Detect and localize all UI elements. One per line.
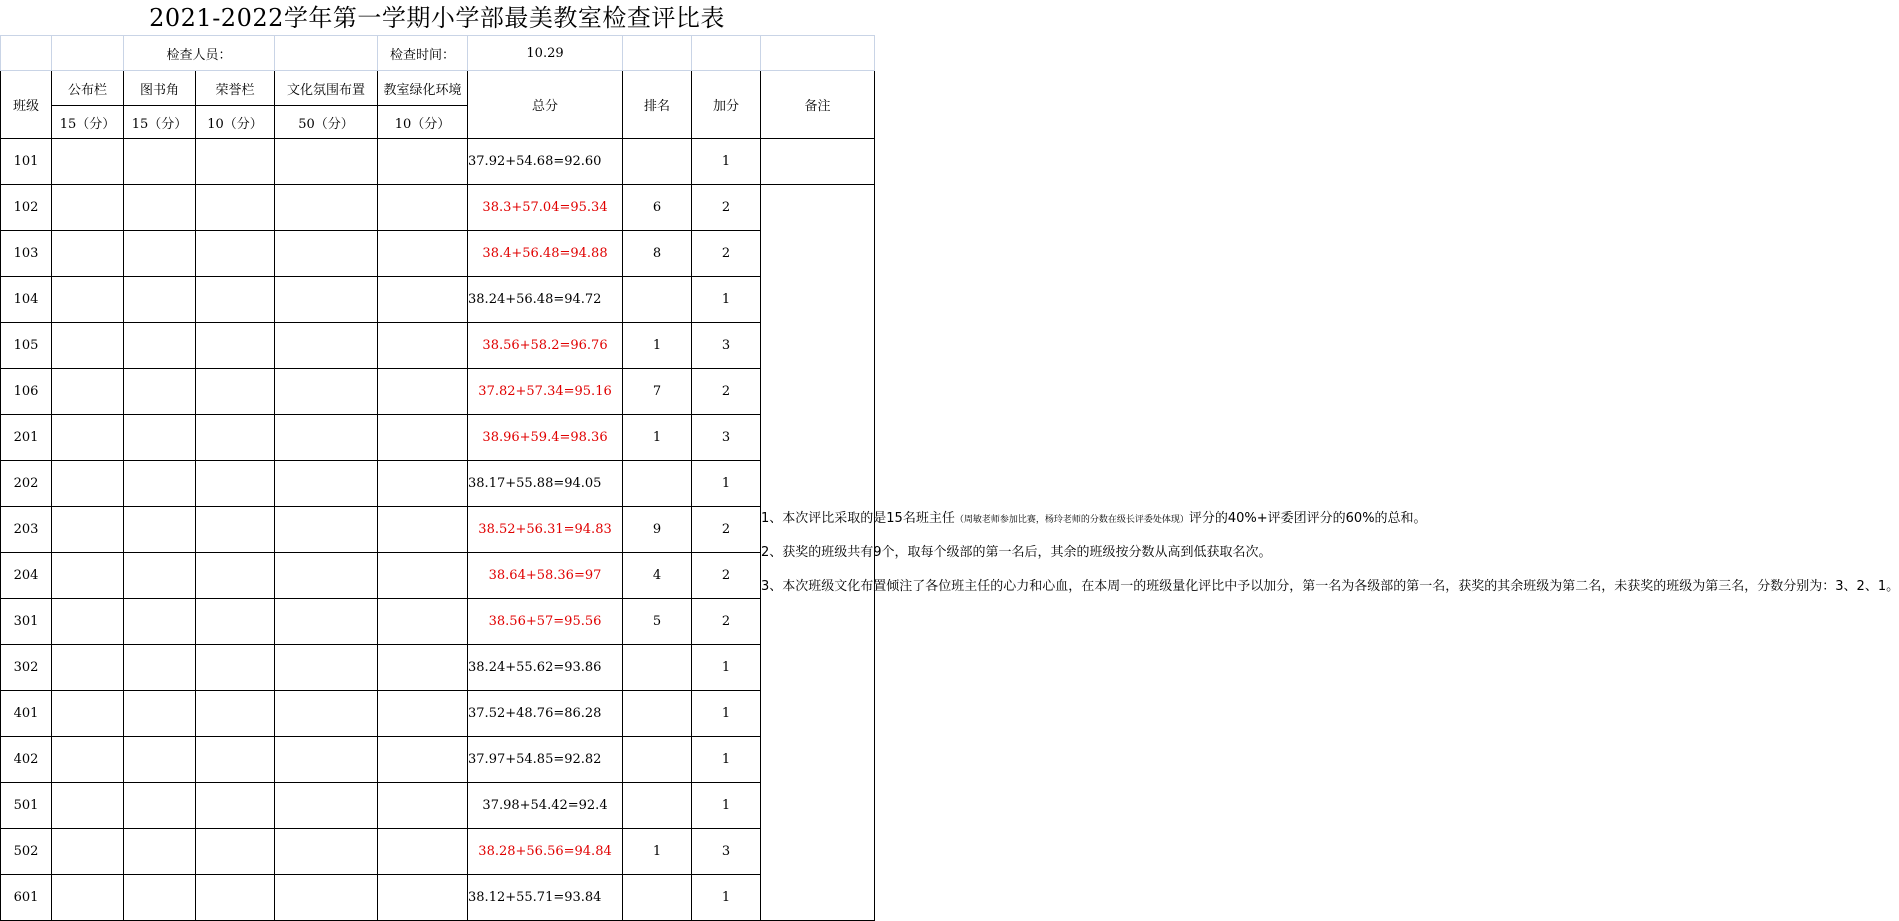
score-culture-cell[interactable] bbox=[275, 783, 378, 829]
score-board-cell[interactable] bbox=[52, 645, 124, 691]
remark-1: 1、本次评比采取的是15名班主任（周敏老师参加比赛，杨玲老师的分数在级长评委处体现）评分的40%+评委团评分的60%的总和。 bbox=[761, 510, 1427, 526]
total-cell: 37.52+48.76=86.28 bbox=[468, 691, 623, 737]
rank-cell bbox=[623, 875, 692, 921]
rank-cell: 1 bbox=[623, 323, 692, 369]
info-row bbox=[1, 36, 875, 71]
class-cell: 104 bbox=[1, 277, 52, 323]
class-cell: 301 bbox=[1, 599, 52, 645]
score-board-cell[interactable] bbox=[52, 369, 124, 415]
score-honor-cell[interactable] bbox=[196, 415, 275, 461]
score-honor-cell[interactable] bbox=[196, 139, 275, 185]
bonus-cell: 1 bbox=[692, 875, 761, 921]
header-bonus: 加分 bbox=[692, 71, 761, 139]
score-green-cell[interactable] bbox=[378, 829, 468, 875]
class-cell: 202 bbox=[1, 461, 52, 507]
score-culture-cell[interactable] bbox=[275, 737, 378, 783]
bonus-cell: 1 bbox=[692, 461, 761, 507]
total-cell: 38.64+58.36=97 bbox=[468, 553, 623, 599]
score-board-cell[interactable] bbox=[52, 691, 124, 737]
score-board-cell[interactable] bbox=[52, 415, 124, 461]
header-library: 图书角 bbox=[124, 71, 196, 106]
table-row bbox=[1, 829, 875, 875]
total-cell: 38.28+56.56=94.84 bbox=[468, 829, 623, 875]
table-row bbox=[1, 231, 875, 277]
table-row bbox=[1, 507, 875, 553]
rank-cell: 1 bbox=[623, 415, 692, 461]
bonus-cell: 3 bbox=[692, 415, 761, 461]
score-board-cell[interactable] bbox=[52, 185, 124, 231]
total-cell: 38.56+58.2=96.76 bbox=[468, 323, 623, 369]
header-class: 班级 bbox=[1, 71, 52, 139]
score-green-cell[interactable] bbox=[378, 461, 468, 507]
score-culture-cell[interactable] bbox=[275, 691, 378, 737]
score-board-cell[interactable] bbox=[52, 231, 124, 277]
bonus-cell: 1 bbox=[692, 783, 761, 829]
points-culture: 50（分） bbox=[275, 106, 378, 139]
score-culture-cell[interactable] bbox=[275, 277, 378, 323]
bonus-cell: 2 bbox=[692, 599, 761, 645]
remarks-top-cell bbox=[761, 139, 875, 185]
remark-3: 3、本次班级文化布置倾注了各位班主任的心力和心血，在本周一的班级量化评比中予以加分，第一名为各级部的第一名，获奖的其余班级为第二名，未获奖的班级为第三名，分数分别为：3、2、1。 bbox=[761, 578, 1899, 594]
table-row bbox=[1, 553, 875, 599]
score-board-cell[interactable] bbox=[52, 277, 124, 323]
bonus-cell: 1 bbox=[692, 645, 761, 691]
header-honor: 荣誉栏 bbox=[196, 71, 275, 106]
score-culture-cell[interactable] bbox=[275, 829, 378, 875]
score-culture-cell[interactable] bbox=[275, 415, 378, 461]
sheet-title: 2021-2022学年第一学期小学部最美教室检查评比表 bbox=[149, 4, 725, 32]
score-board-cell[interactable] bbox=[52, 461, 124, 507]
score-culture-cell[interactable] bbox=[275, 461, 378, 507]
header-green: 教室绿化环境 bbox=[378, 71, 468, 106]
score-honor-cell[interactable] bbox=[196, 553, 275, 599]
score-board-cell[interactable] bbox=[52, 139, 124, 185]
total-cell: 38.3+57.04=95.34 bbox=[468, 185, 623, 231]
score-board-cell[interactable] bbox=[52, 323, 124, 369]
score-culture-cell[interactable] bbox=[275, 231, 378, 277]
score-honor-cell[interactable] bbox=[196, 369, 275, 415]
total-cell: 38.52+56.31=94.83 bbox=[468, 507, 623, 553]
class-cell: 201 bbox=[1, 415, 52, 461]
total-cell: 37.82+57.34=95.16 bbox=[468, 369, 623, 415]
score-honor-cell[interactable] bbox=[196, 185, 275, 231]
score-library-cell[interactable] bbox=[124, 507, 196, 553]
score-library-cell[interactable] bbox=[124, 277, 196, 323]
score-library-cell[interactable] bbox=[124, 829, 196, 875]
total-cell: 37.92+54.68=92.60 bbox=[468, 139, 623, 185]
bonus-cell: 1 bbox=[692, 691, 761, 737]
table-row bbox=[1, 783, 875, 829]
total-cell: 38.12+55.71=93.84 bbox=[468, 875, 623, 921]
points-honor: 10（分） bbox=[196, 106, 275, 139]
score-green-cell[interactable] bbox=[378, 783, 468, 829]
score-honor-cell[interactable] bbox=[196, 231, 275, 277]
score-honor-cell[interactable] bbox=[196, 323, 275, 369]
bonus-cell: 3 bbox=[692, 829, 761, 875]
total-cell: 38.56+57=95.56 bbox=[468, 599, 623, 645]
bonus-cell: 2 bbox=[692, 231, 761, 277]
score-green-cell[interactable] bbox=[378, 599, 468, 645]
score-board-cell[interactable] bbox=[52, 737, 124, 783]
total-cell: 37.97+54.85=92.82 bbox=[468, 737, 623, 783]
header-board: 公布栏 bbox=[52, 71, 124, 106]
rank-cell bbox=[623, 277, 692, 323]
score-library-cell[interactable] bbox=[124, 875, 196, 921]
rank-cell bbox=[623, 645, 692, 691]
score-board-cell[interactable] bbox=[52, 553, 124, 599]
score-library-cell[interactable] bbox=[124, 461, 196, 507]
score-green-cell[interactable] bbox=[378, 277, 468, 323]
score-library-cell[interactable] bbox=[124, 231, 196, 277]
score-board-cell[interactable] bbox=[52, 599, 124, 645]
score-culture-cell[interactable] bbox=[275, 507, 378, 553]
table-row bbox=[1, 139, 875, 185]
rank-cell: 1 bbox=[623, 829, 692, 875]
rank-cell bbox=[623, 783, 692, 829]
class-cell: 102 bbox=[1, 185, 52, 231]
score-green-cell[interactable] bbox=[378, 645, 468, 691]
score-green-cell[interactable] bbox=[378, 415, 468, 461]
bonus-cell: 2 bbox=[692, 369, 761, 415]
points-green: 10（分） bbox=[378, 106, 468, 139]
total-cell: 38.96+59.4=98.36 bbox=[468, 415, 623, 461]
score-honor-cell[interactable] bbox=[196, 507, 275, 553]
score-library-cell[interactable] bbox=[124, 185, 196, 231]
class-cell: 106 bbox=[1, 369, 52, 415]
total-cell: 38.17+55.88=94.05 bbox=[468, 461, 623, 507]
inspector-value[interactable] bbox=[275, 36, 378, 71]
score-green-cell[interactable] bbox=[378, 323, 468, 369]
bonus-cell: 2 bbox=[692, 553, 761, 599]
rank-cell: 8 bbox=[623, 231, 692, 277]
rank-cell bbox=[623, 737, 692, 783]
class-cell: 302 bbox=[1, 645, 52, 691]
score-culture-cell[interactable] bbox=[275, 553, 378, 599]
score-green-cell[interactable] bbox=[378, 231, 468, 277]
remarks-cell bbox=[761, 185, 1899, 921]
score-green-cell[interactable] bbox=[378, 875, 468, 921]
score-culture-cell[interactable] bbox=[275, 185, 378, 231]
score-honor-cell[interactable] bbox=[196, 599, 275, 645]
class-cell: 502 bbox=[1, 829, 52, 875]
bonus-cell: 1 bbox=[692, 737, 761, 783]
score-culture-cell[interactable] bbox=[275, 369, 378, 415]
table-row bbox=[1, 599, 875, 645]
score-board-cell[interactable] bbox=[52, 507, 124, 553]
score-green-cell[interactable] bbox=[378, 185, 468, 231]
score-green-cell[interactable] bbox=[378, 369, 468, 415]
score-green-cell[interactable] bbox=[378, 737, 468, 783]
table-row bbox=[1, 737, 875, 783]
score-honor-cell[interactable] bbox=[196, 875, 275, 921]
points-board: 15（分） bbox=[52, 106, 124, 139]
header-row-top bbox=[1, 71, 875, 106]
total-cell: 37.98+54.42=92.4 bbox=[468, 783, 623, 829]
header-culture: 文化氛围布置 bbox=[275, 71, 378, 106]
table-row bbox=[1, 323, 875, 369]
score-board-cell[interactable] bbox=[52, 829, 124, 875]
score-library-cell[interactable] bbox=[124, 415, 196, 461]
class-cell: 402 bbox=[1, 737, 52, 783]
score-culture-cell[interactable] bbox=[275, 599, 378, 645]
rank-cell: 5 bbox=[623, 599, 692, 645]
score-honor-cell[interactable] bbox=[196, 737, 275, 783]
rank-cell: 9 bbox=[623, 507, 692, 553]
bonus-cell: 2 bbox=[692, 185, 761, 231]
score-culture-cell[interactable] bbox=[275, 645, 378, 691]
score-green-cell[interactable] bbox=[378, 507, 468, 553]
bonus-cell: 3 bbox=[692, 323, 761, 369]
score-culture-cell[interactable] bbox=[275, 323, 378, 369]
time-label: 检查时间： bbox=[378, 36, 468, 71]
score-library-cell[interactable] bbox=[124, 323, 196, 369]
rank-cell bbox=[623, 139, 692, 185]
class-cell: 103 bbox=[1, 231, 52, 277]
score-library-cell[interactable] bbox=[124, 783, 196, 829]
header-remarks: 备注 bbox=[761, 71, 875, 139]
class-cell: 501 bbox=[1, 783, 52, 829]
class-cell: 204 bbox=[1, 553, 52, 599]
rank-cell: 6 bbox=[623, 185, 692, 231]
table-row bbox=[1, 369, 875, 415]
score-honor-cell[interactable] bbox=[196, 461, 275, 507]
table-row bbox=[1, 875, 875, 921]
table-row bbox=[1, 645, 875, 691]
score-honor-cell[interactable] bbox=[196, 783, 275, 829]
score-culture-cell[interactable] bbox=[275, 875, 378, 921]
table-row bbox=[1, 461, 875, 507]
score-library-cell[interactable] bbox=[124, 645, 196, 691]
rank-cell bbox=[623, 461, 692, 507]
total-cell: 38.24+55.62=93.86 bbox=[468, 645, 623, 691]
total-cell: 38.24+56.48=94.72 bbox=[468, 277, 623, 323]
bonus-cell: 2 bbox=[692, 507, 761, 553]
class-cell: 203 bbox=[1, 507, 52, 553]
class-cell: 601 bbox=[1, 875, 52, 921]
score-honor-cell[interactable] bbox=[196, 691, 275, 737]
score-board-cell[interactable] bbox=[52, 875, 124, 921]
score-library-cell[interactable] bbox=[124, 369, 196, 415]
header-rank: 排名 bbox=[623, 71, 692, 139]
points-library: 15（分） bbox=[124, 106, 196, 139]
rank-cell bbox=[623, 691, 692, 737]
total-cell: 38.4+56.48=94.88 bbox=[468, 231, 623, 277]
time-value: 10.29 bbox=[468, 36, 623, 71]
table-row bbox=[1, 185, 875, 231]
score-green-cell[interactable] bbox=[378, 139, 468, 185]
score-library-cell[interactable] bbox=[124, 737, 196, 783]
score-library-cell[interactable] bbox=[124, 691, 196, 737]
class-cell: 101 bbox=[1, 139, 52, 185]
rank-cell: 7 bbox=[623, 369, 692, 415]
score-green-cell[interactable] bbox=[378, 553, 468, 599]
remark-2: 2、获奖的班级共有9个，取每个级部的第一名后，其余的班级按分数从高到低获取名次。 bbox=[761, 544, 1272, 560]
score-honor-cell[interactable] bbox=[196, 645, 275, 691]
score-board-cell[interactable] bbox=[52, 783, 124, 829]
bonus-cell: 1 bbox=[692, 277, 761, 323]
score-green-cell[interactable] bbox=[378, 691, 468, 737]
inspection-table bbox=[0, 35, 1899, 921]
score-culture-cell[interactable] bbox=[275, 139, 378, 185]
score-library-cell[interactable] bbox=[124, 139, 196, 185]
score-honor-cell[interactable] bbox=[196, 829, 275, 875]
table-row bbox=[1, 277, 875, 323]
table-row bbox=[1, 691, 875, 737]
score-library-cell[interactable] bbox=[124, 553, 196, 599]
rank-cell: 4 bbox=[623, 553, 692, 599]
bonus-cell: 1 bbox=[692, 139, 761, 185]
table-row bbox=[1, 415, 875, 461]
score-library-cell[interactable] bbox=[124, 599, 196, 645]
class-cell: 401 bbox=[1, 691, 52, 737]
class-cell: 105 bbox=[1, 323, 52, 369]
score-honor-cell[interactable] bbox=[196, 277, 275, 323]
header-total: 总分 bbox=[468, 71, 623, 139]
inspector-label: 检查人员： bbox=[124, 36, 275, 71]
